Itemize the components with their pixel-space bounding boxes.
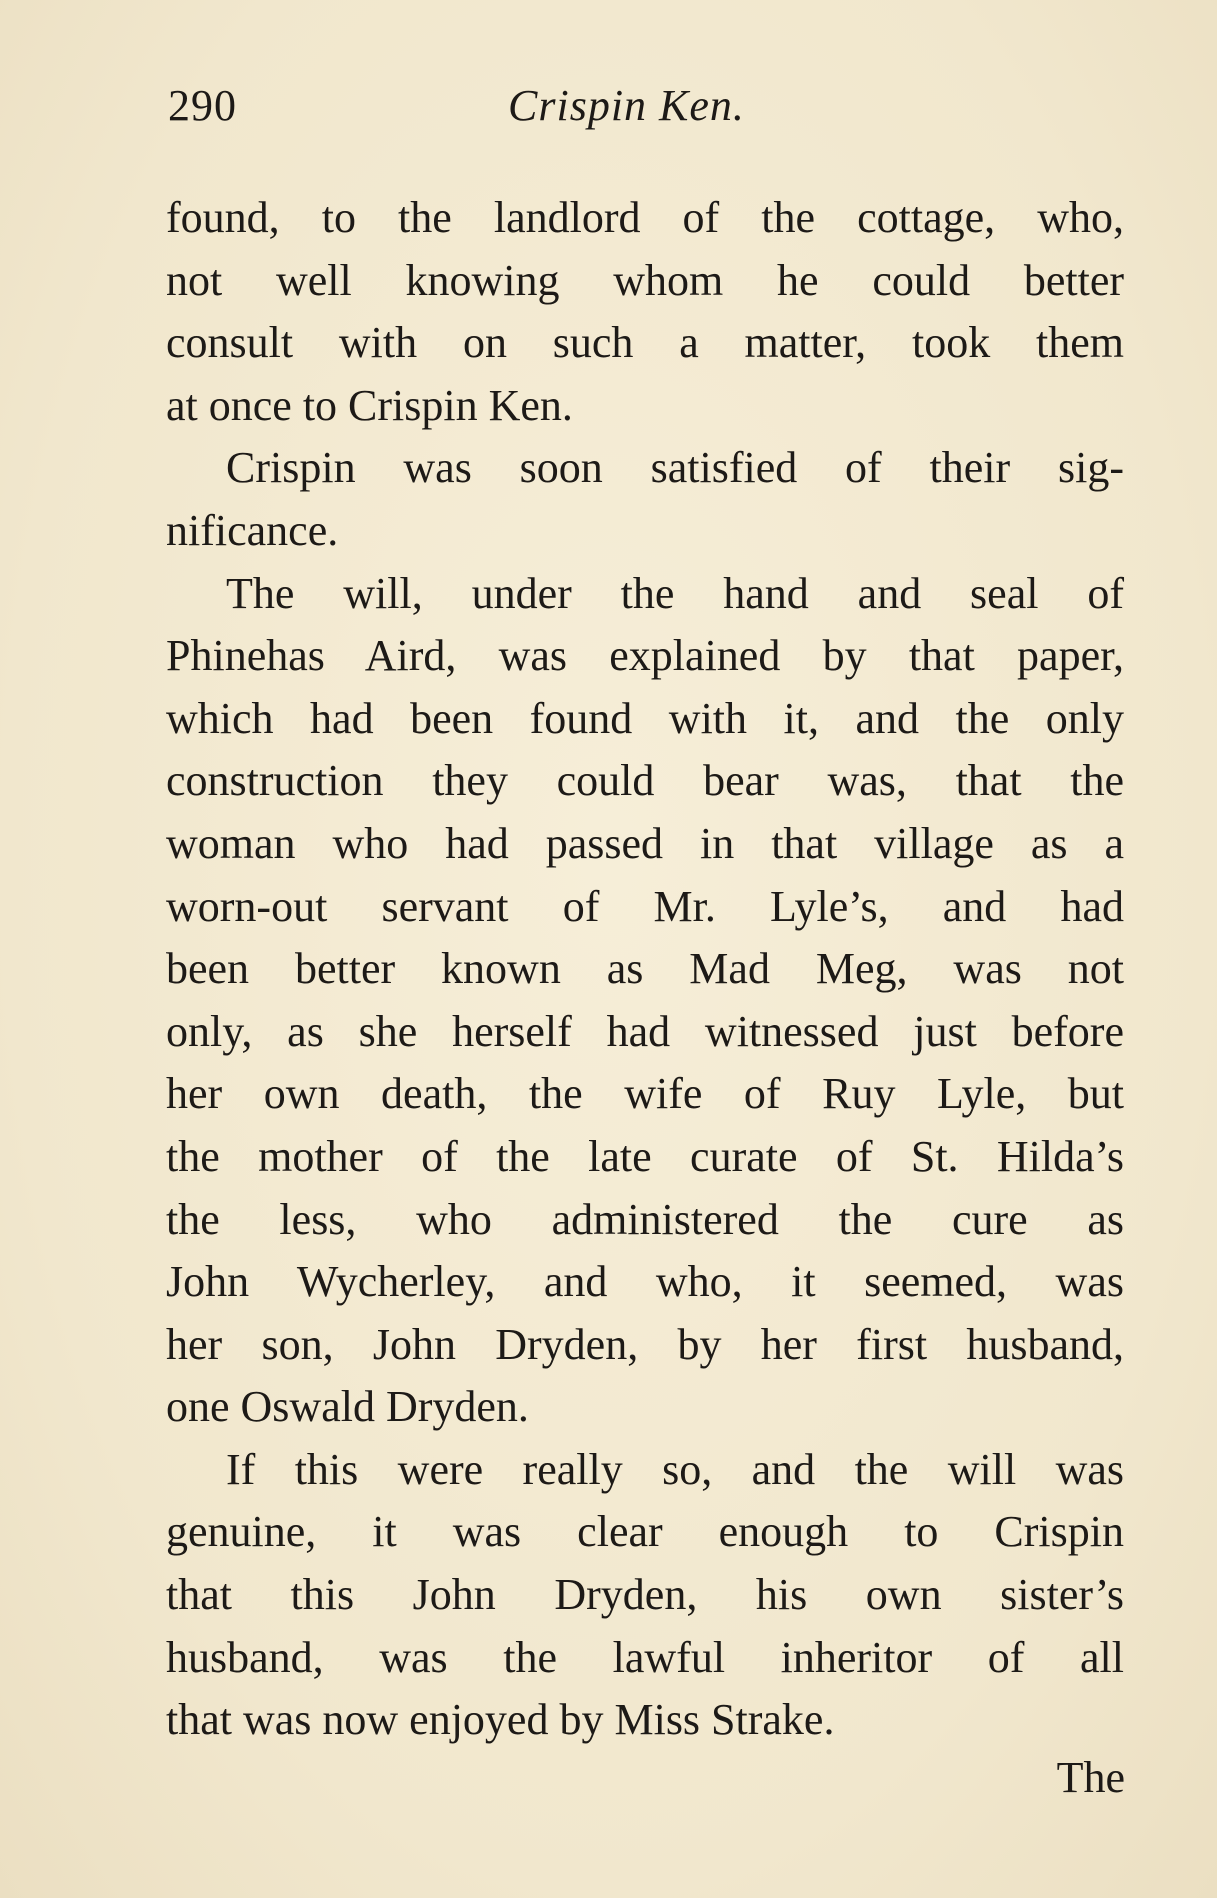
text-line: found, to the landlord of the cottage, who, — [166, 193, 1124, 242]
text-line: Phinehas Aird, was explained by that paper, — [166, 631, 1124, 681]
text-line: The will, under the hand and seal of — [226, 568, 1124, 618]
text-line: consult with on such a matter, took them — [166, 318, 1124, 368]
text-line: worn-out servant of Mr. Lyle’s, and had — [166, 881, 1124, 931]
text-line: her own death, the wife of Ruy Lyle, but — [166, 1069, 1124, 1119]
text-line: one Oswald Dryden. — [166, 1382, 529, 1432]
text-line: husband, was the lawful inheritor of all — [166, 1632, 1124, 1682]
text-line: that this John Dryden, his own sister’s — [166, 1570, 1124, 1620]
text-line: that was now enjoyed by Miss Strake. — [166, 1695, 835, 1745]
text-line: nificance. — [166, 505, 339, 555]
text-line: the mother of the late curate of St. Hilda’s — [166, 1131, 1124, 1181]
text-line: only, as she herself had witnessed just before — [166, 1006, 1124, 1056]
page-number: 290 — [168, 81, 237, 130]
text-line: at once to Crispin Ken. — [166, 380, 573, 430]
body-text — [166, 187, 1124, 1752]
text-line: Crispin was soon satisfied of their sig- — [226, 443, 1124, 493]
catchword: The — [1056, 1753, 1125, 1802]
text-line: the less, who administered the cure as — [166, 1194, 1124, 1244]
text-line: John Wycherley, and who, it seemed, was — [166, 1257, 1124, 1307]
text-line: If this were really so, and the will was — [226, 1444, 1124, 1494]
text-line: construction they could bear was, that the — [166, 756, 1124, 806]
text-line: woman who had passed in that village as a — [166, 818, 1124, 868]
text-line: which had been found with it, and the only — [166, 693, 1124, 743]
running-title: Crispin Ken. — [508, 81, 745, 130]
page-header — [168, 80, 1125, 140]
text-line: been better known as Mad Meg, was not — [166, 944, 1124, 994]
text-line: not well knowing whom he could better — [166, 255, 1124, 305]
text-line: her son, John Dryden, by her first husband, — [166, 1319, 1124, 1369]
text-line: genuine, it was clear enough to Crispin — [166, 1507, 1124, 1557]
